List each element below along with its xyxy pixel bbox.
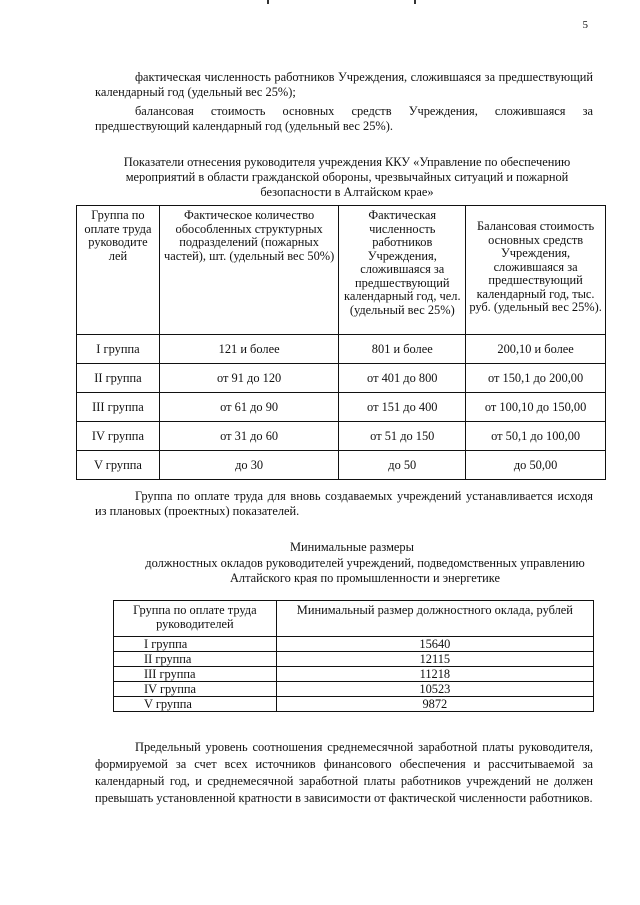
table-cell: I группа xyxy=(77,335,160,364)
table-row xyxy=(114,652,594,667)
table-cell: от 100,10 до 150,00 xyxy=(466,393,606,422)
note-paragraph: Группа по оплате труда для вновь создаваемых учреждений устанавливается исходя из плановых (проектных) показателей. xyxy=(95,489,593,518)
table-cell: от 91 до 120 xyxy=(159,364,338,393)
table-row xyxy=(114,682,594,697)
column-header: Минимальный размер должностного оклада, рублей xyxy=(276,601,593,637)
page-number: 5 xyxy=(582,19,588,31)
final-paragraph: Предельный уровень соотношения среднемесячной заработной платы руководителя, формируемой за счет всех источников финансового обеспечения и рассчитываемой за календарный год, и среднемесячной заработной платы работников учреждений не должен превышать установленной кратности в зависимости от фактической численности работников. xyxy=(95,740,593,805)
table-cell: I группа xyxy=(114,637,277,652)
table-cell: до 30 xyxy=(159,451,338,480)
intro-paragraph-2: балансовая стоимость основных средств Учреждения, сложившаяся за предшествующий календарный год (удельный вес 25%). xyxy=(95,104,593,133)
table-cell: 9872 xyxy=(276,697,593,712)
table-cell: 12115 xyxy=(276,652,593,667)
table-cell: 801 и более xyxy=(339,335,466,364)
table-cell: II группа xyxy=(114,652,277,667)
table-row xyxy=(77,393,606,422)
table-cell: от 51 до 150 xyxy=(339,422,466,451)
column-header: Группа по оплате труда руководителей xyxy=(114,601,277,637)
table-cell: IV группа xyxy=(77,422,160,451)
table-cell: от 31 до 60 xyxy=(159,422,338,451)
table-cell: IV группа xyxy=(114,682,277,697)
table-cell: 11218 xyxy=(276,667,593,682)
table-cell: до 50,00 xyxy=(466,451,606,480)
scan-mark xyxy=(414,0,416,4)
table-cell: 121 и более xyxy=(159,335,338,364)
column-header: Фактическое количество обособленных структурных подразделений (пожарных частей), шт. (удельный вес 50%) xyxy=(159,206,338,335)
table-cell: от 401 до 800 xyxy=(339,364,466,393)
table-header-row xyxy=(114,601,594,637)
column-header: Группа по оплате труда руководите лей xyxy=(77,206,160,335)
table-row xyxy=(114,697,594,712)
min-salary-table xyxy=(113,600,594,712)
table-row xyxy=(77,422,606,451)
table-row xyxy=(114,667,594,682)
table-cell: от 150,1 до 200,00 xyxy=(466,364,606,393)
table-row xyxy=(114,637,594,652)
group-criteria-table xyxy=(76,205,606,480)
table-row xyxy=(77,335,606,364)
table-cell: от 50,1 до 100,00 xyxy=(466,422,606,451)
table-cell: 10523 xyxy=(276,682,593,697)
table-cell: II группа xyxy=(77,364,160,393)
table-cell: III группа xyxy=(77,393,160,422)
table1-title: Показатели отнесения руководителя учреждения ККУ «Управление по обеспечению мероприятий в области гражданской обороны, чрезвычайных ситуаций и пожарной безопасности в Алтайском крае» xyxy=(123,155,571,199)
table-row xyxy=(77,364,606,393)
table-cell: 200,10 и более xyxy=(466,335,606,364)
column-header: Балансовая стоимость основных средств Учреждения, сложившаяся за предшествующий календарный год, тыс. руб. (удельный вес 25%). xyxy=(466,206,606,335)
table2-title: Минимальные размеры xyxy=(290,540,414,554)
table2-subtitle: должностных окладов руководителей учреждений, подведомственных управлению Алтайского края по промышленности и энергетике xyxy=(145,556,585,585)
scan-mark xyxy=(267,0,269,4)
table-cell: III группа xyxy=(114,667,277,682)
table-cell: V группа xyxy=(114,697,277,712)
table-cell: V группа xyxy=(77,451,160,480)
table-cell: 15640 xyxy=(276,637,593,652)
intro-paragraph-1: фактическая численность работников Учреждения, сложившаяся за предшествующий календарный год (удельный вес 25%); xyxy=(95,70,593,99)
table-cell: от 61 до 90 xyxy=(159,393,338,422)
column-header: Фактическая численность работников Учреждения, сложившаяся за предшествующий календарный год, чел. (удельный вес 25%) xyxy=(339,206,466,335)
table-header-row xyxy=(77,206,606,335)
table-cell: от 151 до 400 xyxy=(339,393,466,422)
table-row xyxy=(77,451,606,480)
table-cell: до 50 xyxy=(339,451,466,480)
